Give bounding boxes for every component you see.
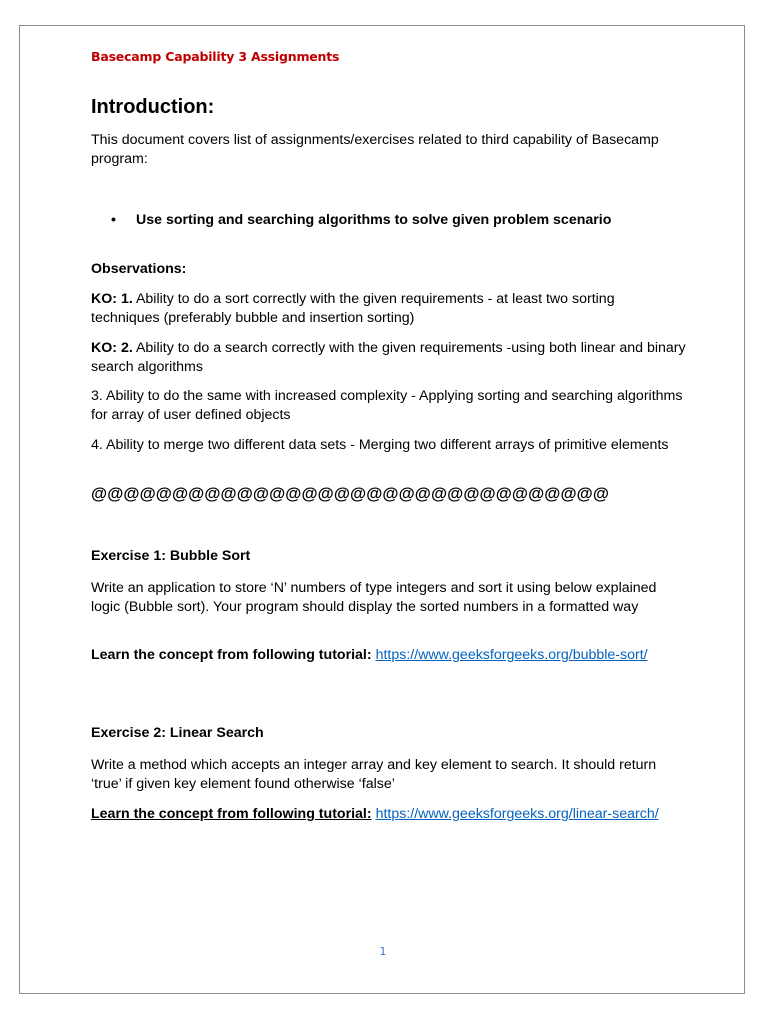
objective-bullet	[111, 211, 611, 230]
observation-text: Ability to do a search correctly with the given requirements -using both linear and binary search algorithms	[91, 340, 686, 375]
observation-item	[91, 436, 687, 455]
observation-item	[91, 387, 687, 425]
exercise-1-title: Exercise 1: Bubble Sort	[91, 548, 251, 564]
introduction-text: This document covers list of assignments/exercises related to third capability of Basecamp program:	[91, 132, 659, 167]
exercise-2-tutorial-link[interactable]: https://www.geeksforgeeks.org/linear-search/	[375, 806, 659, 822]
introduction-heading: Introduction:	[91, 96, 215, 118]
observation-item	[91, 290, 687, 328]
exercise-1-tutorial-link[interactable]: https://www.geeksforgeeks.org/bubble-sort/	[375, 647, 648, 663]
exercise-1-tutorial	[91, 646, 687, 665]
observations-heading: Observations:	[91, 261, 187, 277]
observation-prefix: KO: 2.	[91, 340, 133, 356]
exercise-2-tutorial	[91, 805, 687, 824]
exercise-2-tutorial-label: Learn the concept from following tutorial:	[91, 806, 372, 822]
document-page	[19, 25, 745, 994]
exercise-1-description: Write an application to store ‘N’ numbers of type integers and sort it using below explained logic (Bubble sort). Your program should display the sorted numbers in a formatted way	[91, 580, 657, 615]
observation-item	[91, 339, 687, 377]
observation-text: Ability to do a sort correctly with the given requirements - at least two sorting techniques (preferably bubble and insertion sorting)	[91, 291, 615, 326]
exercise-2-description: Write a method which accepts an integer array and key element to search. It should return ‘true’ if given key element found otherwise ‘false’	[91, 757, 657, 792]
document-header-title: Basecamp Capability 3 Assignments	[91, 49, 340, 64]
bullet-dot-icon: •	[111, 212, 116, 228]
objective-bullet-text: Use sorting and searching algorithms to solve given problem scenario	[136, 212, 612, 228]
separator-line: @@@@@@@@@@@@@@@@@@@@@@@@@@@@@@@@	[91, 485, 610, 503]
exercise-1-tutorial-label: Learn the concept from following tutorial:	[91, 647, 372, 663]
exercise-2-title: Exercise 2: Linear Search	[91, 725, 264, 741]
observation-prefix: KO: 1.	[91, 291, 133, 307]
page-number: 1	[379, 945, 387, 958]
observation-text: 4. Ability to merge two different data sets - Merging two different arrays of primitive elements	[91, 437, 669, 453]
observation-text: 3. Ability to do the same with increased complexity - Applying sorting and searching algorithms for array of user defined objects	[91, 388, 683, 423]
